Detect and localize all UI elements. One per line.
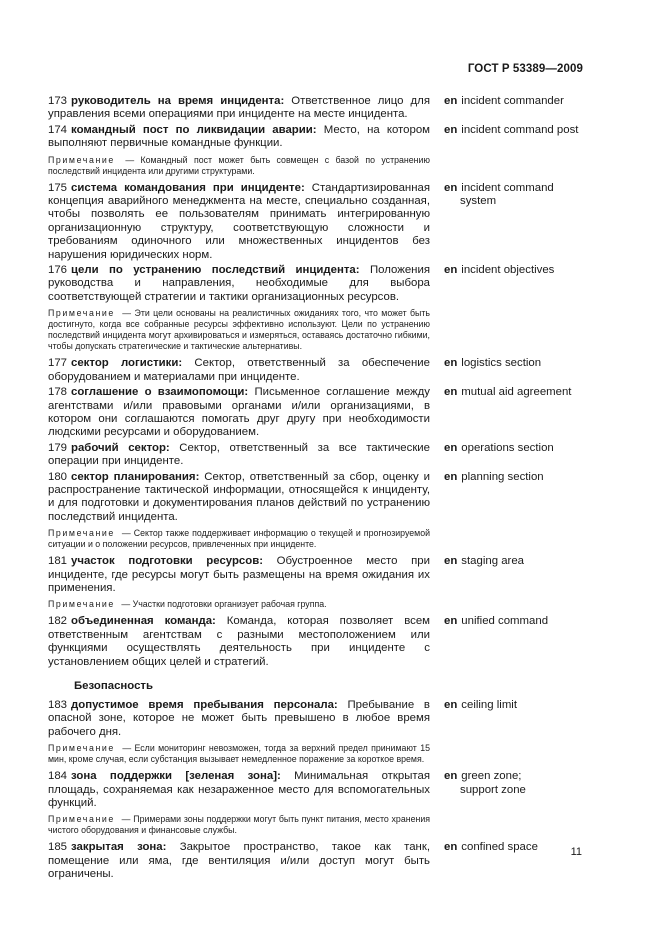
en-term: green zone; (461, 770, 522, 783)
term-en (444, 841, 584, 854)
term-number: 183 (48, 699, 68, 711)
lang-code: en (444, 441, 458, 454)
en-term: incident command post (461, 123, 579, 136)
term-number: 182 (48, 615, 68, 628)
term-ru (48, 124, 430, 151)
note-label: Примечание (48, 814, 115, 825)
term-ru (48, 699, 430, 739)
term-ru (48, 615, 430, 669)
term-entry-185 (48, 841, 588, 881)
term-en (444, 699, 584, 712)
term-number: 184 (48, 770, 68, 783)
term-ru (48, 555, 430, 595)
note-dash: — (118, 814, 134, 825)
term-definition: Стандартизированная концепция аварийного менеджмента на месте, специально созданная, чтобы позволять ее пользователям принимать интегрированную организационную структуру, соответствующую сложности и требованиям одиночного или множественных инцидентов без нарушения юридических норм. (48, 181, 430, 261)
note-183 (48, 743, 430, 765)
lang-code: en (444, 95, 458, 107)
term-ru (48, 357, 430, 384)
term-name: сектор планирования: (71, 470, 200, 483)
term-entry-178 (48, 386, 588, 440)
glossary-content (48, 95, 588, 884)
note-label: Примечание (48, 599, 115, 610)
term-en (444, 182, 584, 209)
en-term: operations section (461, 441, 554, 454)
en-term: logistics section (461, 357, 542, 370)
note-label: Примечание (48, 154, 115, 165)
note-174 (48, 155, 430, 177)
term-number: 178 (48, 386, 68, 399)
term-definition: Пребывание в опасной зоне, которое не может быть превышено в любое время рабочего дня. (48, 699, 430, 738)
term-definition: Положения руководства и направления, необходимые для выбора соответствующей стратегии и тактики организационных ресурсов. (48, 264, 430, 303)
section-heading-safety: Безопасность (74, 680, 154, 692)
en-term-continuation: system (460, 195, 497, 208)
term-ru (48, 770, 430, 810)
note-label: Примечание (48, 528, 115, 539)
term-entry-176 (48, 264, 588, 304)
term-entry-177 (48, 357, 588, 384)
lang-code: en (444, 386, 458, 399)
lang-code: en (444, 615, 458, 628)
term-entry-180 (48, 471, 588, 525)
term-definition: Команда, которая позволяет всем ответственным агентствам с разными местоположением или функциями осуществлять деятельность при инциденте с установлением общих целей и стратегий. (48, 615, 430, 668)
term-name: цели по устранению последствий инцидента: (71, 264, 360, 277)
term-definition: Ответственное лицо для управления всеми операциями при инциденте на месте инцидента. (48, 95, 430, 121)
note-text: Эти цели основаны на реалистичных ожиданиях того, что может быть достигнуто, когда все собранные ресурсы эффективно используют. Цели по устранению последствий инцидента могут архивироваться и измеряться, оставаясь достаточно гибкими, чтобы допускать стратегические и тактические альтернативы. (48, 308, 430, 352)
page-number: 11 (570, 846, 582, 858)
term-name: участок подготовки ресурсов: (71, 555, 264, 568)
note-text: Командный пост может быть совмещен с базой по устранению последствий инцидента или другими структурами. (48, 154, 430, 176)
en-term: confined space (461, 841, 538, 854)
term-name: соглашение о взаимопомощи: (71, 386, 249, 399)
lang-code: en (444, 264, 458, 277)
term-name: зона поддержки [зеленая зона]: (71, 770, 281, 783)
term-name: система командования при инциденте: (71, 181, 305, 194)
note-text: Сектор также поддерживает информацию о текущей и прогнозируемой ситуации и о положении ресурсов, привлеченных при инциденте. (48, 528, 430, 550)
term-en (444, 386, 584, 399)
en-term: ceiling limit (461, 699, 517, 711)
term-ru (48, 182, 430, 262)
term-definition: Закрытое пространство, такое как танк, помещение или яма, где вентиляция и/или доступ могут быть ограничены. (48, 841, 430, 881)
term-name: командный пост по ликвидации аварии: (71, 123, 317, 136)
note-label: Примечание (48, 743, 115, 754)
term-definition: Минимальная открытая площадь, сохраняемая как незараженное место для вспомогательных функций. (48, 770, 430, 810)
term-ru (48, 386, 430, 440)
term-ru (48, 841, 430, 881)
en-term: incident command (461, 181, 554, 194)
lang-code: en (444, 123, 458, 136)
note-text: Участки подготовки организует рабочая группа. (132, 599, 327, 610)
term-number: 181 (48, 555, 68, 568)
term-name: объединенная команда: (71, 615, 216, 628)
term-en (444, 357, 584, 370)
term-number: 180 (48, 470, 68, 483)
term-en (444, 124, 584, 137)
note-dash: — (118, 308, 135, 319)
term-ru (48, 264, 430, 304)
term-number: 175 (48, 181, 68, 194)
lang-code: en (444, 357, 458, 370)
en-term: planning section (461, 470, 544, 483)
lang-code: en (444, 699, 458, 711)
term-name: руководитель на время инцидента: (71, 95, 285, 107)
term-en (444, 555, 584, 568)
en-term: incident commander (461, 95, 564, 107)
term-number: 179 (48, 441, 68, 454)
lang-code: en (444, 181, 458, 194)
term-definition: Сектор, ответственный за все тактические операции при инциденте. (48, 441, 430, 468)
term-en (444, 471, 584, 484)
term-number: 185 (48, 841, 68, 854)
term-ru (48, 471, 430, 525)
term-name: закрытая зона: (71, 841, 167, 854)
lang-code: en (444, 555, 458, 568)
term-en (444, 442, 584, 455)
term-entry-184 (48, 770, 588, 810)
standard-designation: ГОСТ Р 53389—2009 (467, 63, 583, 75)
term-definition: Сектор, ответственный за сбор, оценку и распространение тактической информации, относящейся к инциденту, и для подготовки и документирования планов действий по устранению последствий инцидента. (48, 470, 430, 523)
term-number: 174 (48, 123, 68, 136)
term-en (444, 264, 584, 277)
lang-code: en (444, 841, 458, 854)
note-dash: — (118, 743, 135, 754)
term-entry-181 (48, 555, 588, 595)
term-definition: Сектор, ответственный за обеспечение оборудованием и материалами при инциденте. (48, 357, 430, 383)
note-181 (48, 599, 430, 610)
en-term: incident objectives (461, 264, 555, 277)
note-text: Примерами зоны поддержки могут быть пункт питания, место хранения чистого оборудования и финансовые службы. (48, 814, 430, 836)
en-term: unified command (461, 615, 549, 628)
en-term-continuation: support zone (460, 783, 526, 796)
term-en (444, 615, 584, 628)
note-label: Примечание (48, 308, 115, 319)
note-176 (48, 308, 430, 352)
term-entry-175 (48, 182, 588, 262)
term-entry-173 (48, 95, 588, 122)
term-ru (48, 95, 430, 122)
term-entry-179 (48, 442, 588, 469)
term-entry-183 (48, 699, 588, 739)
term-definition: Место, на котором выполняют первичные командные функции. (48, 123, 430, 150)
term-number: 173 (48, 95, 68, 107)
en-term: mutual aid agreement (461, 386, 572, 399)
term-name: допустимое время пребывания персонала: (71, 699, 338, 711)
note-dash: — (118, 599, 133, 610)
en-term: staging area (461, 555, 524, 568)
term-number: 176 (48, 264, 68, 277)
note-dash: — (118, 154, 141, 165)
note-180 (48, 528, 430, 550)
term-name: рабочий сектор: (71, 441, 170, 454)
lang-code: en (444, 770, 458, 783)
term-entry-182 (48, 615, 588, 669)
note-dash: — (118, 528, 134, 539)
term-definition: Обустроенное место при инциденте, где ресурсы могут быть размещены на время ожидания их применения. (48, 555, 430, 594)
term-en (444, 770, 584, 797)
term-en (444, 95, 584, 108)
lang-code: en (444, 470, 458, 483)
term-entry-174 (48, 124, 588, 151)
term-ru (48, 442, 430, 469)
term-name: сектор логистики: (71, 357, 183, 370)
note-184 (48, 814, 430, 836)
term-number: 177 (48, 357, 68, 370)
term-definition: Письменное соглашение между агентствами и/или правовыми органами и/или организациями, в котором они соглашаются помогать друг другу при необходимости людскими ресурсами и оборудованием. (48, 386, 430, 439)
note-text: Если мониторинг невозможен, тогда за верхний предел принимают 15 мин, кроме случая, если субстанция вызывает немедленное поражение за короткое время. (48, 743, 431, 765)
